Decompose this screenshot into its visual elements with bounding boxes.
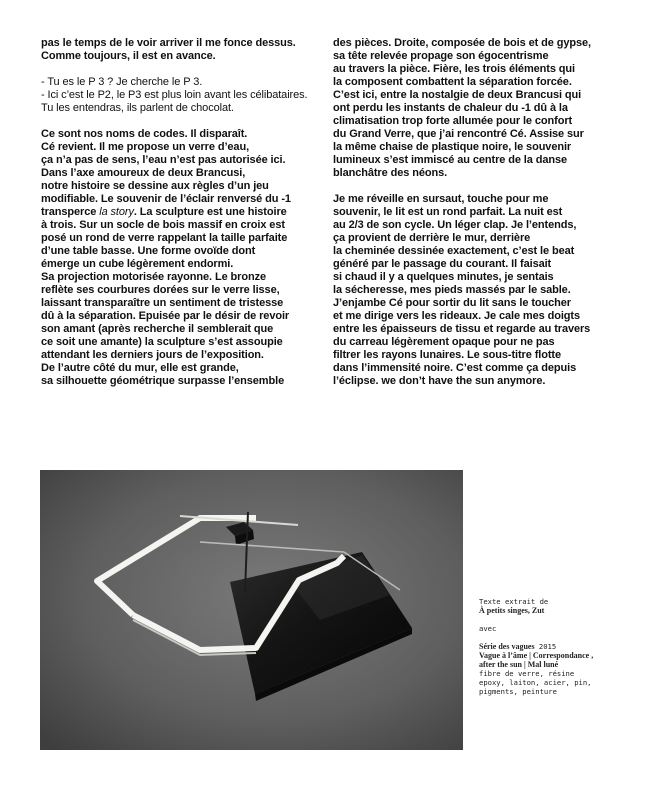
text-line: sa tête relevée propage son égocentrisme [333, 50, 549, 62]
text-line: blanchâtre des néons. [333, 167, 448, 179]
text-line: attendant les derniers jours de l’exposition. [41, 349, 264, 361]
paragraph-arrival [41, 37, 319, 63]
text-line: laissant transparaître un sentiment de tristesse [41, 297, 284, 309]
caption-works-line: Vague à l’âme | Correspondance , [479, 651, 594, 660]
text-column-left [41, 37, 319, 388]
text-fragment: transperce [41, 206, 100, 218]
sculpture-photo [40, 470, 463, 750]
text-line: Tu les entendras, ils parlent de chocolat. [41, 102, 234, 114]
photo-caption [479, 597, 629, 696]
text-line: souvenir, le lit est un rond parfait. La nuit est [333, 206, 563, 218]
paragraph-awakening [333, 193, 613, 388]
text-line: l’éclipse. we don’t have the sun anymore. [333, 375, 546, 387]
text-line: Cé revient. Il me propose un verre d’eau, [41, 141, 250, 153]
caption-series-title: Série des vagues [479, 642, 535, 651]
text-line: des pièces. Droite, composée de bois et de gypse, [333, 37, 591, 49]
text-line: généré par le passage du courant. Il faisait [333, 258, 552, 270]
text-line: Dans l’axe amoureux de deux Brancusi, [41, 167, 246, 179]
text-line: ce soit une amante) la sculpture s’est assoupie [41, 336, 283, 348]
text-fragment: . La sculpture est une histoire [133, 206, 287, 218]
text-line: du carreau légèrement opaque pour ne pas [333, 336, 555, 348]
text-line: la sécheresse, mes pieds massés par le sable. [333, 284, 571, 296]
text-line: la cheminée dessinée exactement, c’est le beat [333, 245, 575, 257]
text-line: filtrer les rayons lunaires. Le sous-titre flotte [333, 349, 561, 361]
text-line: sa silhouette géométrique surpasse l’ensemble [41, 375, 285, 387]
text-line: modifiable. Le souvenir de l’éclair renversé du -1 [41, 193, 291, 205]
text-column-right [333, 37, 613, 388]
caption-series [479, 642, 629, 651]
text-line: et me dirige vers les rideaux. Je cale mes doigts [333, 310, 580, 322]
caption-with: avec [479, 624, 497, 633]
caption-works-line: after the sun | Mal luné [479, 660, 559, 669]
text-line: reflète ses courbures dorées sur le verre lisse, [41, 284, 280, 296]
text-line: ça provient de derrière le mur, derrière [333, 232, 531, 244]
caption-materials-line: fibre de verre, résine [479, 669, 575, 678]
text-line: la même chaise de plastique noire, le souvenir [333, 141, 572, 153]
text-line [41, 206, 319, 219]
text-line: entre les épaisseurs de tissu et regarde au travers [333, 323, 591, 335]
text-line: Je me réveille en sursaut, touche pour me [333, 193, 549, 205]
text-line: J’enjambe Cé pour sortir du lit sans le toucher [333, 297, 571, 309]
paragraph-sculpture [333, 37, 613, 180]
text-line: posé un rond de verre rappelant la taille parfaite [41, 232, 288, 244]
text-line: De l’autre côté du mur, elle est grande, [41, 362, 239, 374]
paragraph-brancusi [41, 128, 319, 388]
paragraph-dialogue [41, 76, 319, 115]
text-line: Sa projection motorisée rayonne. Le bronze [41, 271, 267, 283]
italic-term: la story [99, 206, 134, 218]
text-line: à trois. Sur un socle de bois massif en croix est [41, 219, 285, 231]
text-line: ont perdu les instants de chaleur du -1 dû à la [333, 102, 568, 114]
text-line: dans l’immensité noire. C’est comme ça depuis [333, 362, 577, 374]
text-line: - Tu es le P 3 ? Je cherche le P 3. [41, 76, 203, 88]
text-line: d’une table basse. Une forme ovoïde dont [41, 245, 256, 257]
text-line: dû à la séparation. Epuisée par le désir de revoir [41, 310, 290, 322]
text-line: au 2/3 de son cycle. Un léger clap. Je l’entends, [333, 219, 577, 231]
text-line: climatisation trop forte allumée pour le confort [333, 115, 573, 127]
text-line: pas le temps de le voir arriver il me fonce dessus. [41, 37, 296, 49]
text-line: Ce sont nos noms de codes. Il disparaît. [41, 128, 248, 140]
text-line: lumineux s’est immiscé au centre de la danse [333, 154, 568, 166]
caption-materials-line: pigments, peinture [479, 687, 557, 696]
text-line: au travers la pièce. Fière, les trois éléments qui [333, 63, 576, 75]
caption-series-year: 2015 [534, 642, 557, 651]
sculpture-illustration [40, 470, 463, 750]
text-line: notre histoire se dessine aux règles d’un jeu [41, 180, 269, 192]
text-line: émerge un cube légèrement endormi. [41, 258, 234, 270]
caption-materials-line: epoxy, laiton, acier, pin, [479, 678, 592, 687]
caption-source-label: Texte extrait de [479, 597, 549, 606]
text-line: - Ici c’est le P2, le P3 est plus loin avant les célibataires. [41, 89, 308, 101]
text-line: Comme toujours, il est en avance. [41, 50, 216, 62]
text-line: C’est ici, entre la nostalgie de deux Brancusi qui [333, 89, 582, 101]
text-line: ça n’a pas de sens, l’eau n’est pas autorisée ici. [41, 154, 286, 166]
text-line: la composent combattent la séparation forcée. [333, 76, 572, 88]
text-line: si chaud il y a quelques minutes, je sentais [333, 271, 554, 283]
text-line: son amant (après recherche il semblerait que [41, 323, 274, 335]
text-line: du Grand Verre, que j’ai rencontré Cé. Assise sur [333, 128, 584, 140]
caption-source-title: À petits singes, Zut [479, 606, 545, 615]
